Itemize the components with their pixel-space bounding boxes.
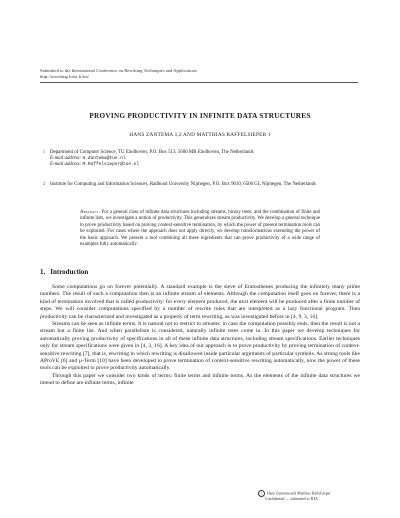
footer-authors: Hans Zantema and Matthias Raffelsieper bbox=[267, 491, 331, 496]
running-header bbox=[40, 68, 197, 80]
email-address[interactable]: H.Zantema@tue.nl bbox=[82, 156, 126, 162]
affiliation-1 bbox=[43, 150, 360, 169]
affiliation-number: 2 bbox=[43, 182, 45, 186]
affiliation-2 bbox=[43, 182, 360, 188]
paragraph: Through this paper we consider two kinds of terms: finite terms and infinite terms. As the elements of the infinite data structures we intend to define are infinite terms, infinite bbox=[40, 372, 360, 387]
header-venue: Submitted to the International Conference on Rewriting Techniques and Applications bbox=[40, 68, 197, 73]
email-address[interactable]: M.Raffelsieper@tue.nl bbox=[82, 162, 140, 168]
section-number: 1. bbox=[40, 268, 46, 276]
email-label: E-mail address: bbox=[50, 162, 82, 168]
affiliation-text: Institute for Computing and Information Sciences, Radboud University Nijmegen, P.O. Box 9010, 6500 GL Nijmegen, The Netherlands bbox=[50, 182, 316, 187]
paragraph: Some computations go on forever potentially. A standard example is the sieve of Eratosthenes producing the infinitely many prime numbers. The result of such a computation then is an infinite stream of elements. Although the computation itself goes on forever, there is a kind of termination involved that is called productivity: for every element produced, the next element will be produced after a finite number of steps. We will consider computations specified by a number of rewrite rules that are interpreted as a lazy functional program. Then productivity can be characterized and investigated as a property of term rewriting, as was investigated before in [4, 9, 3, 16]. bbox=[40, 284, 360, 320]
header-url[interactable]: http://rewriting.loria.fr/rta/ bbox=[40, 74, 89, 79]
abstract-label: Abstract. bbox=[80, 210, 101, 215]
affiliation-number: 1 bbox=[43, 150, 45, 154]
paper-authors: HANS ZANTEMA 1,2 AND MATTHIAS RAFFELSIEPER 1 bbox=[129, 132, 271, 138]
copyright-footer bbox=[258, 490, 331, 502]
section-heading bbox=[40, 268, 88, 276]
body-text bbox=[40, 284, 360, 388]
abstract-text: For a general class of infinite data structures including streams, binary trees, and the combination of finite and infinite lists, we investigate a notion of productivity. This generalizes stream productivity. We develop a general technique to prove productivity based on proving context-sensitive termination, by which the power of present termination tools can be exploited. For cases where the approach does not apply directly, we develop transformations extending the power of the basic approach. We present a tool combining all these ingredients that can prove productivity of a wide range of examples fully automatically. bbox=[80, 210, 320, 248]
paragraph: Streams can be seen as infinite terms. It is natural not to restrict to streams: in case the computation possibly ends, then the result is not a stream but a finite list. And when parallelism is considered, naturally infinite trees come in. In this paper we develop techniques for automatically proving productivity of specifications in all of these infinite data structures, including stream specifications. Earlier techniques only for stream specifications were given in [4, 3, 16]. A key idea of our approach is to prove productivity by proving termination of context-sensitive rewriting [7], that is, rewriting in which rewriting is disallowed inside particular arguments of particular symbols. As strong tools like AProVE [6] and µ-Term [10] have been developed to prove termination of context-sensitive rewriting automatically, now the power of these tools can be exploited to prove productivity automatically. bbox=[40, 321, 360, 372]
paper-title: PROVING PRODUCTIVITY IN INFINITE DATA STRUCTURES bbox=[89, 112, 311, 120]
email-label: E-mail address: bbox=[50, 156, 82, 162]
footer-status: Confidential — submitted to RTA bbox=[265, 497, 318, 501]
section-title: Introduction bbox=[50, 268, 89, 276]
copyright-icon: c bbox=[258, 490, 265, 497]
header-rule bbox=[40, 82, 358, 83]
abstract bbox=[80, 210, 320, 248]
affiliation-text: Department of Computer Science, TU Eindhoven, P.O. Box 513, 5600 MB Eindhoven, The Netherlands bbox=[50, 150, 254, 155]
